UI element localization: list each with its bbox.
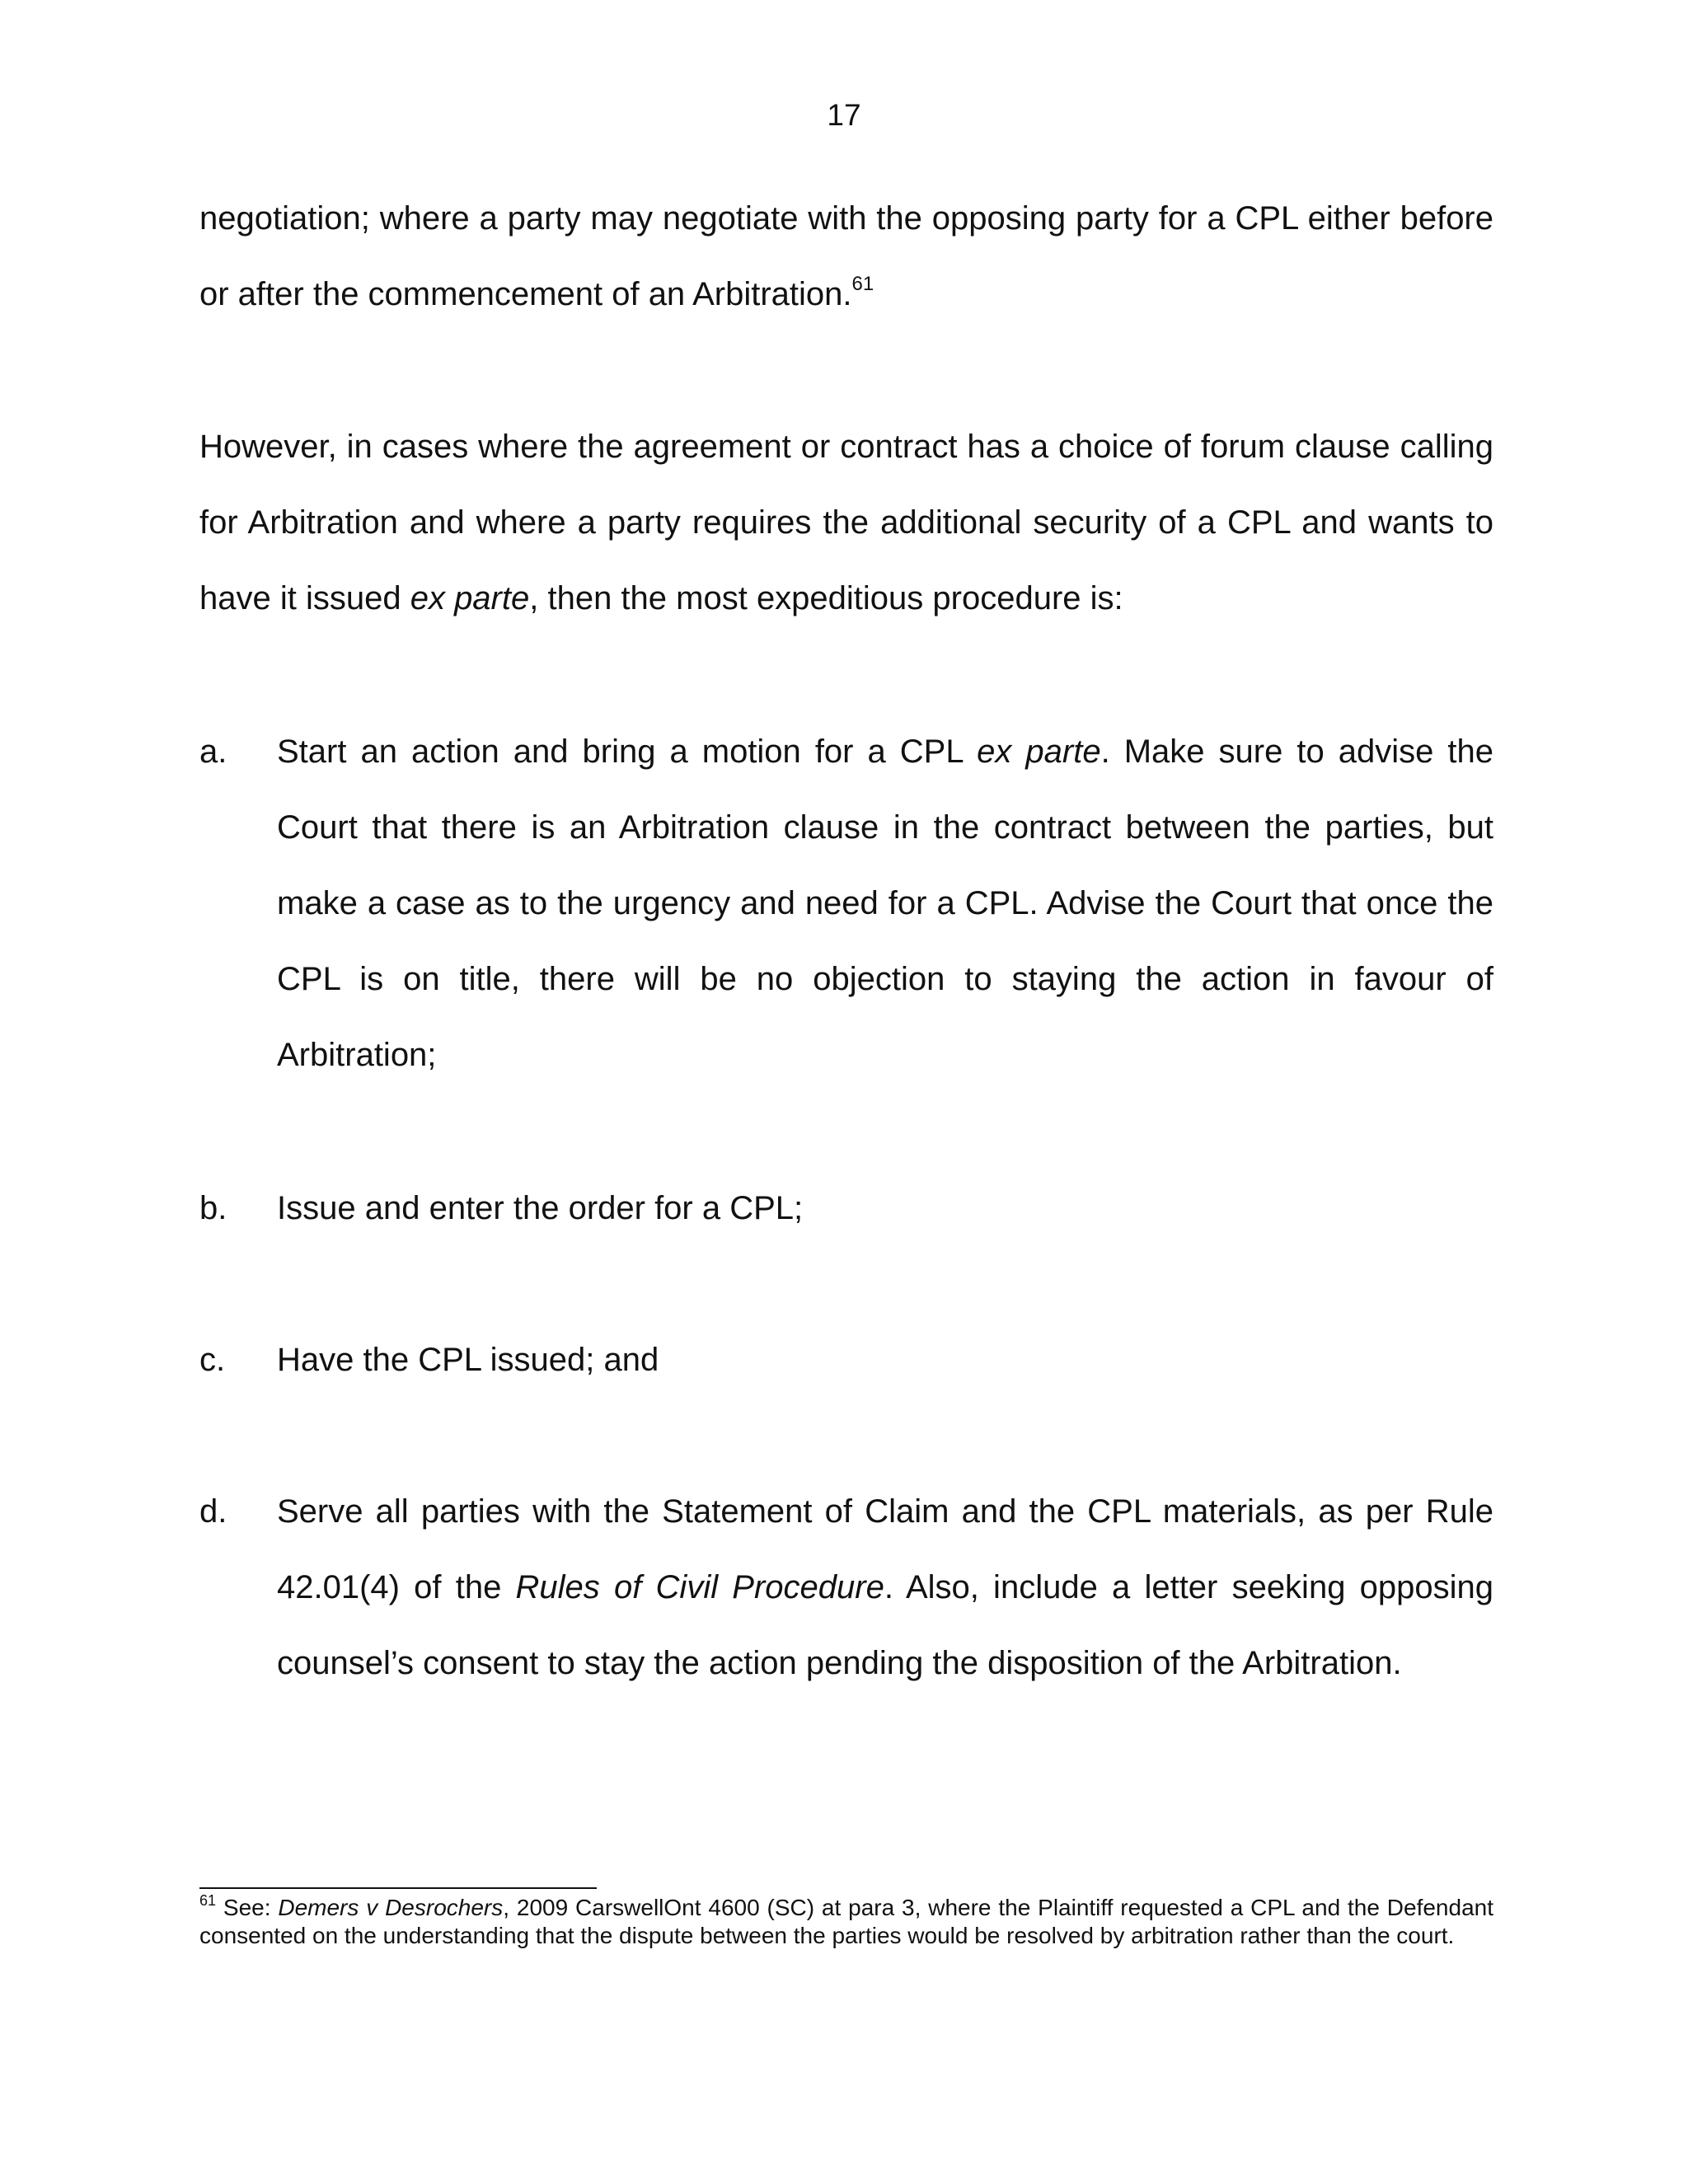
list-marker-a: a. [199,733,227,770]
list-marker-c: c. [199,1342,226,1378]
list-item-c-text: Have the CPL issued; and [277,1342,659,1378]
paragraph-2-text-end: , then the most expeditious procedure is: [529,580,1123,616]
list-item-a-text-end: . Make sure to advise the Court that there is an Arbitration clause in the contract between the parties, but make a case as to the urgency and need for a CPL. Advise the Court that once the CPL is on title, there will be no objection to staying the action in favour of Arbitration; [277,733,1493,1073]
list-item-c [199,1322,1493,1398]
paragraph-2-italic-ex-parte: ex parte [410,580,530,616]
list-item-d-italic-rules: Rules of Civil Procedure [515,1569,884,1605]
list-item-b-text: Issue and enter the order for a CPL; [277,1190,804,1226]
footnote-reference-61[interactable]: 61 [851,273,874,295]
list-item-a-italic-ex-parte: ex parte [977,733,1101,770]
list-marker-b: b. [199,1190,227,1226]
paragraph-1-text: negotiation; where a party may negotiate with the opposing party for a CPL either before or after the commencement of an Arbitration. [199,200,1493,312]
list-item-a-text [277,714,1493,1093]
list-marker-d: d. [199,1493,227,1530]
footnote-case-name: Demers v Desrochers [278,1895,504,1920]
list-item-b [199,1170,1493,1246]
list-item-d-text-start: Serve all parties with the Statement of Claim and the CPL materials, as per Rule 42.01(4) of the [277,1493,1493,1605]
footnote-text-end: , 2009 CarswellOnt 4600 (SC) at para 3, where the Plaintiff requested a CPL and the Defendant consented on the understanding that the dispute between the parties would be resolved by arbitration rather than the court. [199,1895,1493,1948]
footnote-separator [199,1887,597,1889]
footnote-text-start: See: [216,1895,279,1920]
list-item-a [199,714,1493,1093]
list-item-d-text [277,1474,1493,1701]
list-item-d [199,1474,1493,1701]
list-item-a-text-start: Start an action and bring a motion for a CPL [277,733,978,770]
list-item-d-text-end: . Also, include a letter seeking opposing counsel’s consent to stay the action pending the disposition of the Arbitration. [277,1569,1493,1681]
footnote-number: 61 [199,1892,217,1909]
paragraph-negotiation [199,180,1493,332]
paragraph-procedure-intro [199,409,1493,636]
paragraph-2-text-start: However, in cases where the agreement or contract has a choice of forum clause calling for Arbitration and where a party requires the additional security of a CPL and wants to have it issued [199,429,1493,616]
footnote-61 [199,1894,1493,1950]
page-number: 17 [827,98,861,132]
